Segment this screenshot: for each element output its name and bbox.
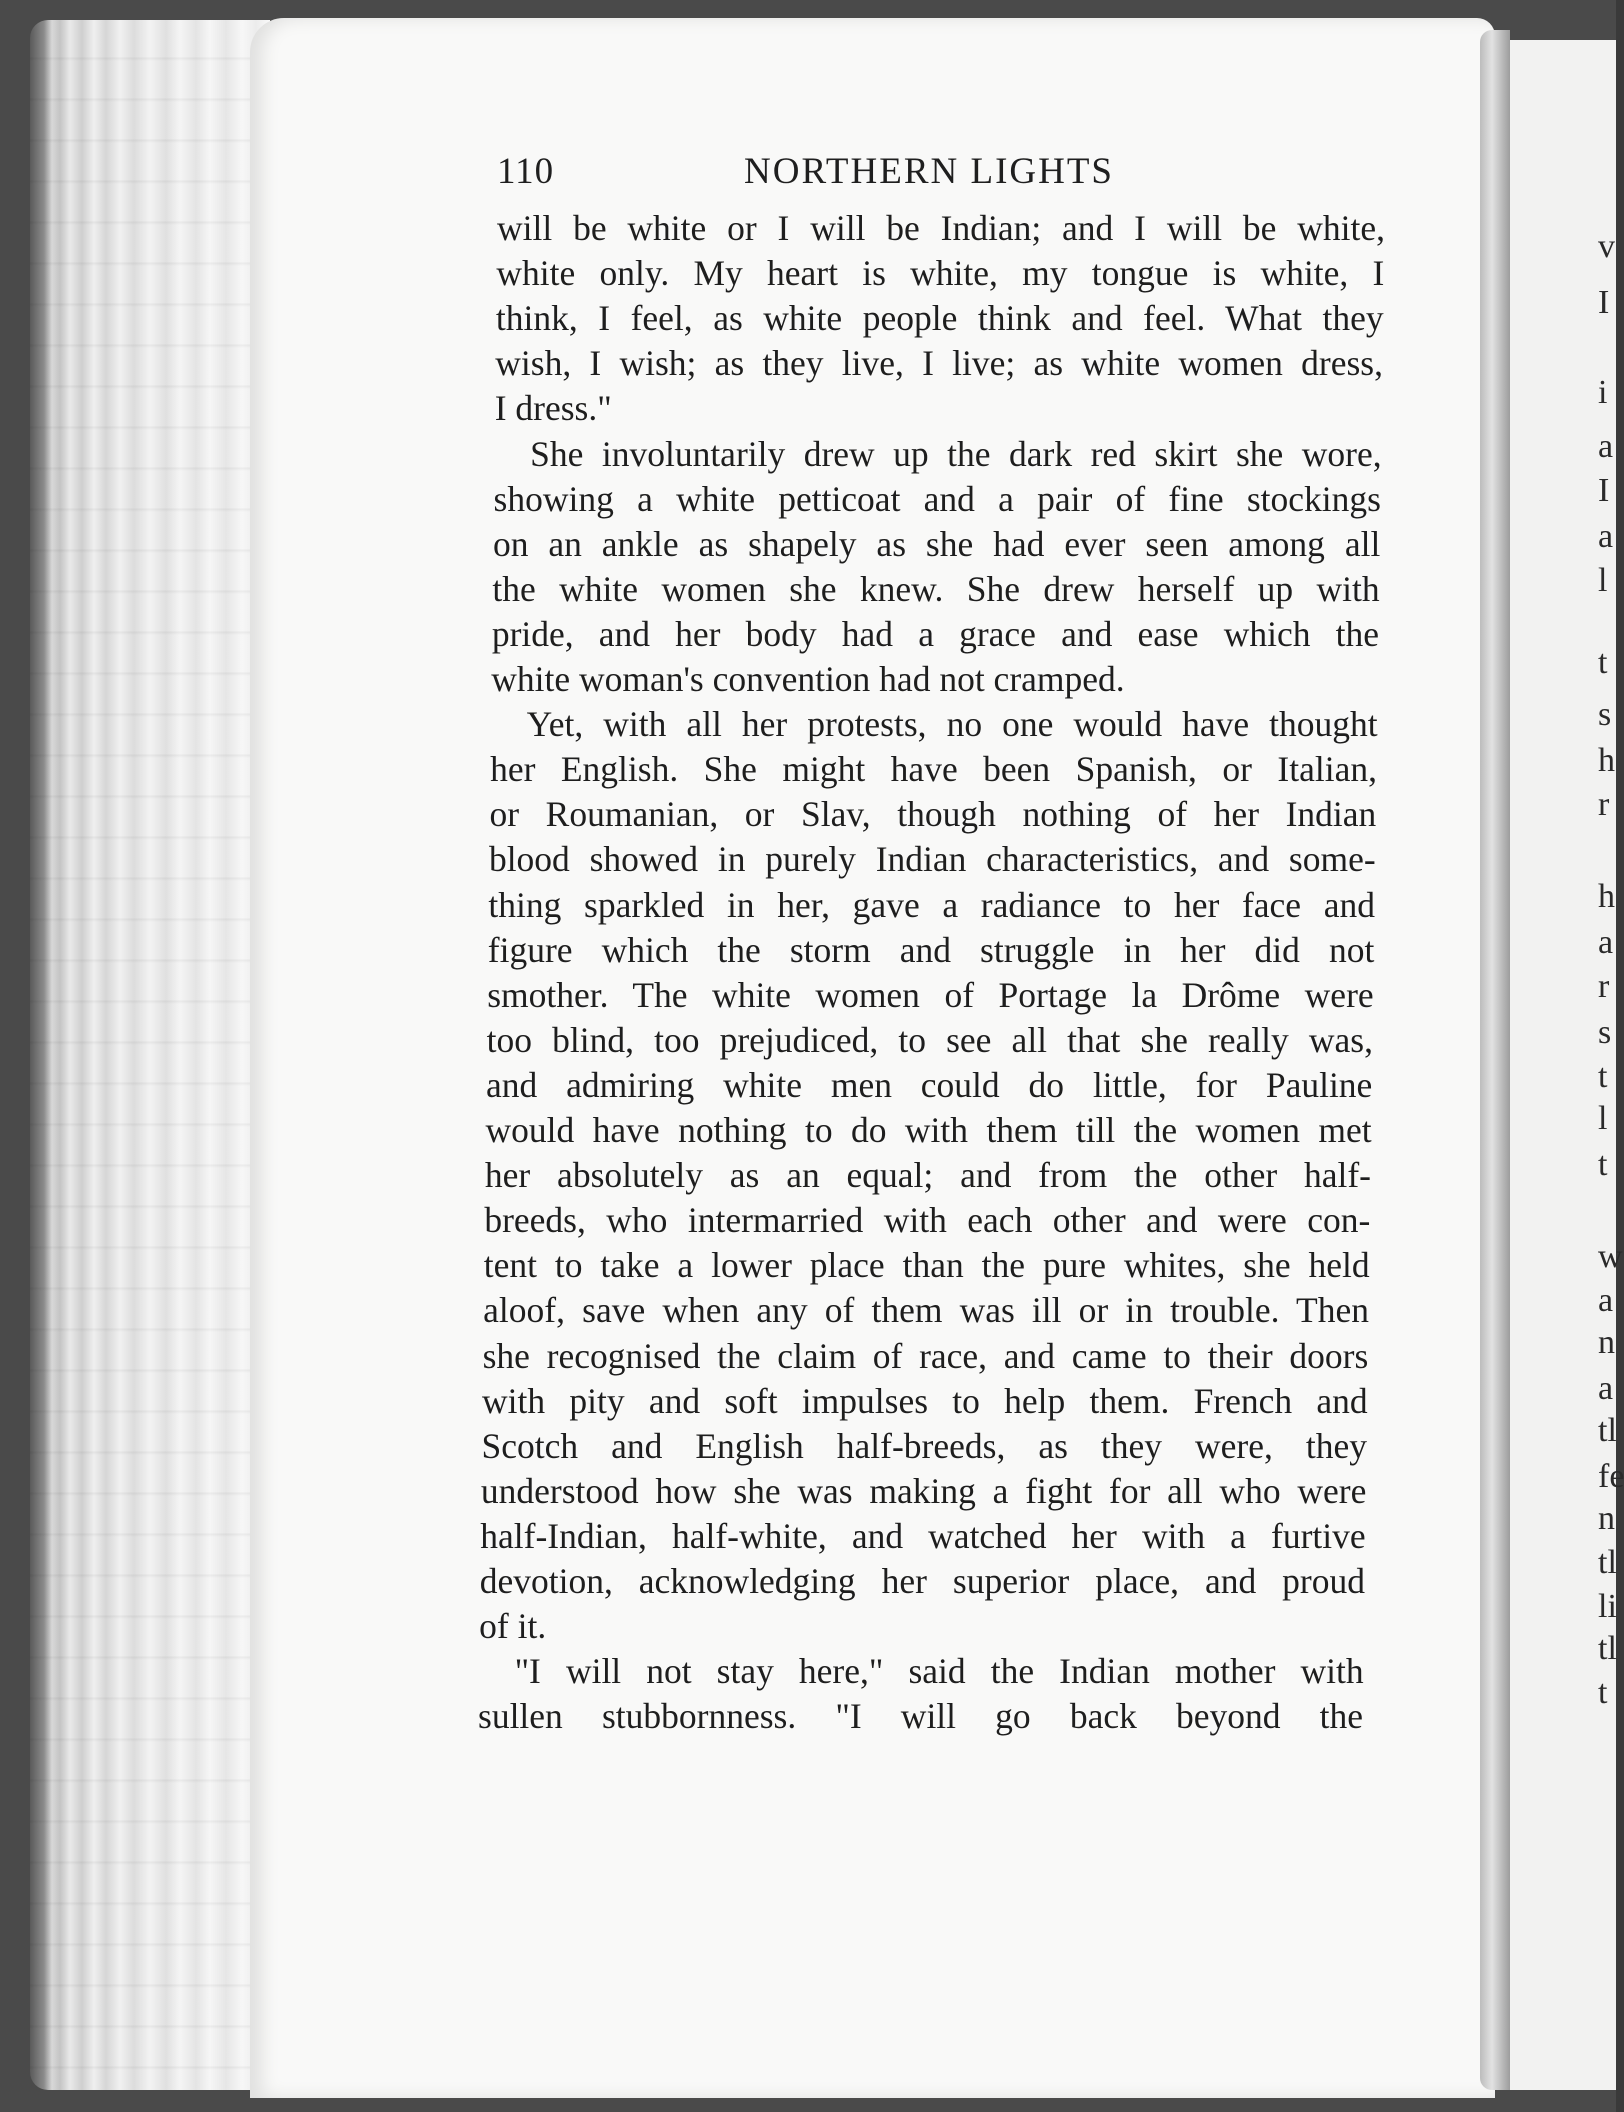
text-line: white only. My heart is white, my tongue is white, I (496, 253, 1385, 294)
right-page-fragment-line: t (1598, 1674, 1608, 1711)
right-page-fragment-line: v (1598, 228, 1615, 265)
right-page-fragment-line: i (1598, 374, 1608, 411)
right-page-fragment-line: h (1598, 878, 1615, 915)
text-line: would have nothing to do with them till the women met (485, 1110, 1372, 1150)
right-page-fragment-line: r (1598, 968, 1610, 1005)
right-page-fragment-line: li (1598, 1588, 1617, 1625)
right-page-fragment-line: a (1598, 428, 1614, 465)
text-line: Yet, with all her protests, no one would have thought (526, 704, 1378, 745)
right-page-fragment-line: t (1598, 644, 1608, 681)
text-line: wish, I wish; as they live, I live; as white women dress, (495, 343, 1383, 384)
text-line: the white women she knew. She drew herself up with (492, 568, 1380, 609)
text-line: breeds, who intermarried with each other and were con- (484, 1200, 1371, 1241)
right-page-fragment-line: tl (1598, 1630, 1617, 1667)
text-line: with pity and soft impulses to help them. French and (482, 1380, 1368, 1421)
text-line: tent to take a lower place than the pure whites, she held (483, 1245, 1370, 1286)
text-line: figure which the storm and struggle in her did not (487, 929, 1375, 970)
right-page-fragment-line: r (1598, 786, 1610, 823)
right-page-fragment-line: n (1598, 1324, 1615, 1361)
text-line: her English. She might have been Spanish, or Italian, (490, 749, 1377, 790)
text-line: or Roumanian, or Slav, though nothing of her Indian (489, 794, 1377, 835)
text-line: white woman's convention had not cramped. (491, 659, 1125, 699)
text-line: understood how she was making a fight for all who were (480, 1470, 1367, 1511)
text-line: I dress." (494, 388, 612, 429)
right-page-fragment-line: a (1598, 924, 1614, 961)
text-line: thing sparkled in her, gave a radiance to her face and (488, 884, 1375, 925)
text-line: will be white or I will be Indian; and I will be white, (497, 208, 1385, 248)
text-line: blood showed in purely Indian characteristics, and some- (488, 839, 1376, 880)
right-page-fragment-line: a (1598, 518, 1614, 555)
text-line: think, I feel, as white people think and feel. What they (495, 298, 1384, 339)
running-head (497, 150, 1147, 200)
text-line: aloof, save when any of them was ill or in trouble. Then (483, 1290, 1369, 1331)
right-page-fragment-line: a (1598, 1282, 1614, 1319)
right-page-fragment-line: I (1598, 284, 1610, 321)
right-page-fragment-line: I (1598, 472, 1610, 509)
text-line: she recognised the claim of race, and came to their doors (482, 1335, 1369, 1376)
page-number: 110 (497, 151, 555, 192)
book-gutter (1480, 30, 1510, 2090)
text-line: and admiring white men could do little, for Pauline (486, 1064, 1373, 1105)
right-page-fragment-line: l (1598, 1100, 1608, 1137)
right-page-fragment-line: fe (1598, 1458, 1624, 1495)
right-page-fragment-line: n (1598, 1500, 1615, 1537)
text-line: too blind, too prejudiced, to see all that she really was, (486, 1019, 1373, 1060)
text-line: "I will not stay here," said the Indian mother with (514, 1651, 1364, 1692)
right-page-fragment-line: t (1598, 1146, 1608, 1183)
text-line: her absolutely as an equal; and from the other half- (484, 1155, 1371, 1196)
text-line: Scotch and English half-breeds, as they were, they (481, 1425, 1367, 1466)
page-edges (30, 20, 270, 2090)
text-line: pride, and her body had a grace and ease which the (491, 613, 1379, 654)
right-page-fragment-line: l (1598, 562, 1608, 599)
right-page-fragment-line: a (1598, 1370, 1614, 1407)
text-line: devotion, acknowledging her superior place, and proud (479, 1561, 1365, 1601)
right-page-fragment-line: tl (1598, 1412, 1617, 1449)
book-title: NORTHERN LIGHTS (744, 151, 1115, 192)
text-line: on an ankle as shapely as she had ever seen among all (492, 523, 1381, 564)
text-line: smother. The white women of Portage la Drôme were (487, 974, 1374, 1015)
text-line: sullen stubbornness. "I will go back beyond the (478, 1696, 1363, 1737)
text-line: of it. (479, 1606, 547, 1647)
text-line: She involuntarily drew up the dark red skirt she wore, (530, 433, 1382, 474)
text-line: half-Indian, half-white, and watched her with a furtive (480, 1515, 1366, 1556)
right-page-fragment-line: s (1598, 1014, 1612, 1051)
right-page-fragment-line: s (1598, 696, 1612, 733)
text-line: showing a white petticoat and a pair of fine stockings (493, 478, 1381, 519)
right-page-fragment-line: t (1598, 1058, 1608, 1095)
right-page-fragment-line: tl (1598, 1544, 1617, 1581)
right-page-fragment-line: h (1598, 742, 1615, 779)
right-page-fragment-line: w (1598, 1238, 1623, 1275)
